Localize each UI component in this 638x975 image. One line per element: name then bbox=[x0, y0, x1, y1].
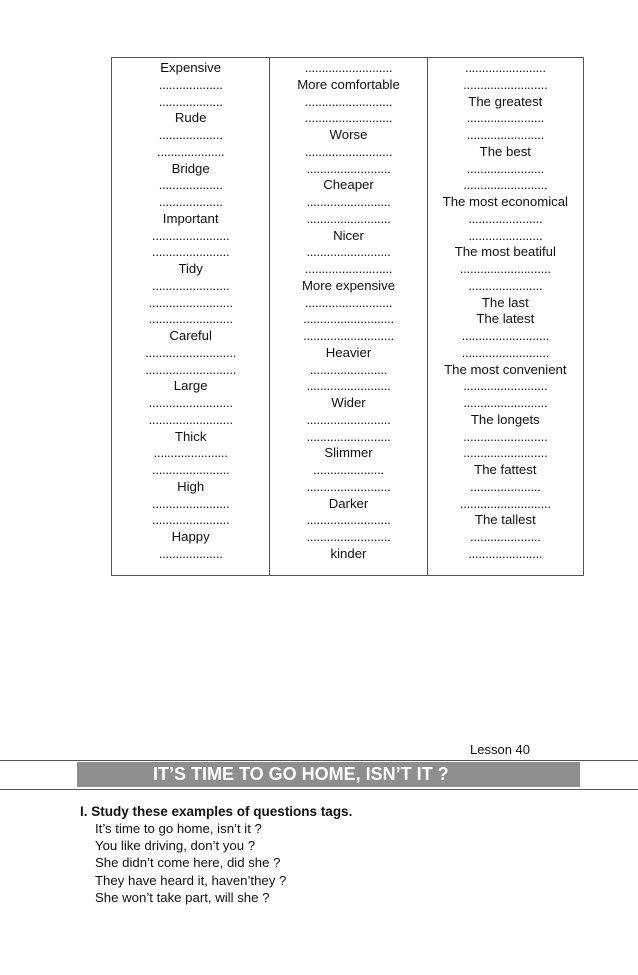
word-cell: Rude bbox=[174, 110, 207, 126]
blank-line: ................... bbox=[158, 76, 223, 92]
blank-line: ................... bbox=[158, 93, 223, 109]
blank-line: ......................... bbox=[148, 311, 233, 327]
blank-line: ......................... bbox=[148, 395, 233, 410]
blank-line: ........................... bbox=[303, 328, 394, 343]
word-cell: Thick bbox=[174, 428, 207, 444]
blank-line: ........................... bbox=[459, 495, 551, 511]
example-list bbox=[80, 820, 352, 906]
blank-line: ...................... bbox=[468, 210, 543, 226]
blank-line: ......................... bbox=[306, 512, 391, 528]
word-cell: Important bbox=[162, 210, 219, 226]
word-cell: Bridge bbox=[171, 160, 210, 176]
blank-line: ......................... bbox=[306, 478, 391, 494]
blank-line: ......................... bbox=[306, 411, 391, 427]
word-cell: The most economical bbox=[442, 194, 568, 209]
blank-line: .......................... bbox=[304, 93, 393, 109]
superlative-column bbox=[427, 58, 583, 575]
blank-line: ..................... bbox=[470, 529, 541, 544]
blank-line: ......................... bbox=[463, 177, 548, 193]
example-sentence: It’s time to go home, isn’t it ? bbox=[95, 821, 262, 836]
blank-line: ......................... bbox=[463, 428, 548, 444]
word-cell: The latest bbox=[476, 311, 535, 327]
word-cell: Heavier bbox=[325, 344, 372, 360]
blank-line: ......................... bbox=[306, 378, 391, 394]
blank-line: ......................... bbox=[306, 194, 391, 209]
blank-line: ...................... bbox=[468, 545, 543, 561]
blank-line: ................... bbox=[158, 545, 223, 561]
blank-line: ......................... bbox=[306, 428, 391, 444]
blank-line: ....................... bbox=[466, 110, 545, 126]
blank-line: .......................... bbox=[304, 294, 393, 310]
blank-line: ......................... bbox=[306, 160, 391, 176]
title-rule-bottom bbox=[0, 789, 638, 790]
blank-line: ................... bbox=[158, 194, 223, 209]
blank-line: ......................... bbox=[463, 445, 548, 461]
word-cell: More comfortable bbox=[297, 76, 400, 92]
blank-line: .......................... bbox=[461, 344, 550, 360]
blank-line: .................... bbox=[157, 143, 225, 159]
blank-line: .......................... bbox=[304, 143, 393, 159]
word-cell: Large bbox=[173, 378, 208, 394]
word-cell: Expensive bbox=[160, 60, 222, 75]
word-cell: Wider bbox=[331, 395, 366, 410]
comparison-table bbox=[111, 57, 584, 576]
word-cell: The fattest bbox=[474, 462, 537, 477]
exercise-heading: I. Study these examples of questions tags. bbox=[80, 804, 353, 819]
blank-line: ......................... bbox=[463, 378, 548, 394]
comparative-column bbox=[269, 58, 426, 575]
word-cell: The last bbox=[481, 294, 529, 310]
blank-line: ....................... bbox=[151, 462, 230, 477]
blank-line: ......................... bbox=[148, 411, 233, 427]
blank-line: .......................... bbox=[304, 261, 393, 276]
word-cell: The best bbox=[479, 143, 531, 159]
word-cell: The tallest bbox=[474, 512, 536, 528]
word-cell: Worse bbox=[329, 127, 368, 142]
word-cell: Happy bbox=[171, 529, 210, 544]
blank-line: .......................... bbox=[461, 328, 550, 343]
blank-line: ...................... bbox=[468, 277, 543, 293]
blank-line: ...................... bbox=[153, 445, 228, 461]
blank-line: ..................... bbox=[470, 478, 541, 494]
blank-line: ......................... bbox=[306, 529, 391, 544]
blank-line: ....................... bbox=[151, 244, 230, 260]
blank-line: ......................... bbox=[306, 244, 391, 260]
word-cell: Nicer bbox=[333, 227, 364, 243]
lesson-number: Lesson 40 bbox=[470, 742, 530, 757]
exercise-section bbox=[80, 803, 352, 906]
word-cell: kinder bbox=[330, 545, 367, 561]
blank-line: ...................... bbox=[468, 227, 543, 243]
example-sentence: You like driving, don’t you ? bbox=[95, 838, 256, 854]
blank-line: .......................... bbox=[304, 110, 393, 126]
blank-line: ....................... bbox=[151, 277, 230, 293]
adjective-column bbox=[112, 58, 269, 575]
title-rule-top bbox=[0, 760, 638, 761]
blank-line: ....................... bbox=[151, 227, 230, 243]
word-cell: The greatest bbox=[468, 93, 543, 109]
blank-line: ....................... bbox=[151, 512, 230, 528]
blank-line: ......................... bbox=[306, 210, 391, 226]
blank-line: ....................... bbox=[466, 127, 545, 142]
word-cell: More expensive bbox=[301, 277, 396, 293]
blank-line: ........................... bbox=[459, 261, 551, 276]
lesson-title: IT’S TIME TO GO HOME, ISN’T IT ? bbox=[77, 762, 580, 787]
word-cell: High bbox=[177, 478, 205, 494]
blank-line: ........................ bbox=[464, 60, 546, 75]
word-cell: The longets bbox=[470, 411, 540, 427]
word-cell: The most convenient bbox=[444, 361, 567, 377]
blank-line: ....................... bbox=[309, 361, 388, 377]
word-cell: The most beatiful bbox=[454, 244, 556, 260]
blank-line: .......................... bbox=[304, 60, 393, 75]
blank-line: ......................... bbox=[463, 395, 548, 410]
blank-line: ........................... bbox=[303, 311, 394, 327]
word-cell: Cheaper bbox=[323, 177, 374, 193]
blank-line: ................... bbox=[158, 177, 223, 193]
word-cell: Slimmer bbox=[324, 445, 373, 461]
blank-line: ......................... bbox=[148, 294, 233, 310]
word-cell: Tidy bbox=[178, 261, 203, 276]
example-sentence: She didn’t come here, did she ? bbox=[95, 855, 281, 871]
blank-line: ....................... bbox=[466, 160, 545, 176]
word-cell: Darker bbox=[328, 495, 369, 511]
blank-line: ..................... bbox=[313, 462, 384, 477]
blank-line: ........................... bbox=[145, 361, 237, 377]
blank-line: ........................... bbox=[145, 344, 237, 360]
example-sentence: She won’t take part, will she ? bbox=[95, 889, 270, 905]
word-cell: Careful bbox=[169, 328, 212, 343]
example-sentence: They have heard it, haven’they ? bbox=[95, 872, 287, 888]
blank-line: ................... bbox=[158, 127, 223, 142]
blank-line: ....................... bbox=[151, 495, 230, 511]
blank-line: ......................... bbox=[463, 76, 548, 92]
